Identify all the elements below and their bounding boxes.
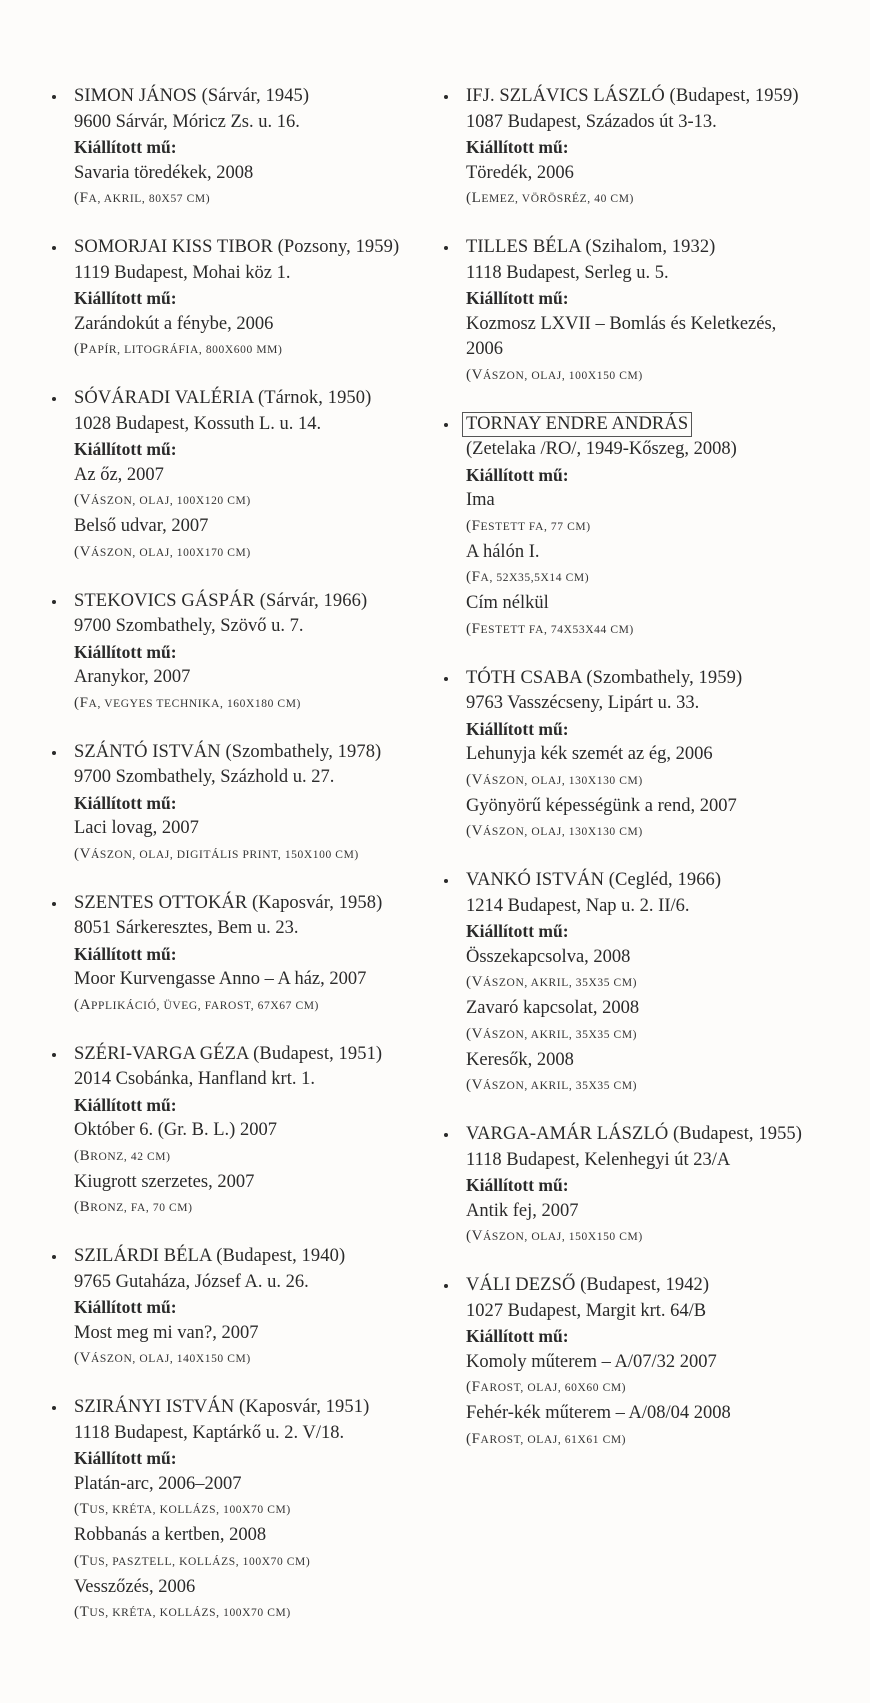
work-title: Cím nélkül — [466, 593, 549, 613]
exhibited-label: Kiállított mű: — [466, 1326, 569, 1346]
exhibited-label: Kiállított mű: — [466, 718, 569, 739]
bullet-icon — [52, 95, 56, 99]
bullet-icon — [52, 1255, 56, 1259]
exhibited-label: Kiállított mű: — [74, 288, 177, 308]
artist-name: VANKÓ ISTVÁN (Cegléd, 1966) — [466, 870, 722, 890]
artist-name: TÓTH CSABA (Szombathely, 1959) — [466, 667, 743, 688]
work-title-cont: 2006 — [466, 339, 503, 359]
exhibited-label: Kiállított mű: — [74, 1448, 177, 1468]
artist-name: SZÉRI-VARGA GÉZA (Budapest, 1951) — [74, 1043, 383, 1064]
exhibited-label: Kiállított mű: — [74, 137, 177, 157]
artist-address: 9763 Vasszécseny, Lipárt u. 33. — [466, 693, 700, 713]
work-title: Lehunyja kék szemét az ég, 2006 — [466, 744, 713, 764]
work-title: Moor Kurvengasse Anno – A ház, 2007 — [74, 969, 367, 989]
artist-name: VÁLI DEZSŐ (Budapest, 1942) — [466, 1275, 710, 1295]
work-detail: (VÁSZON, OLAJ, 130X130 CM) — [466, 771, 643, 788]
artist-entry — [52, 235, 432, 363]
artist-name — [466, 412, 854, 438]
work-detail: (FAROST, OLAJ, 61X61 CM) — [466, 1430, 627, 1447]
work-detail: (FA, 52X35,5X14 CM) — [466, 569, 590, 585]
work-title: Az őz, 2007 — [74, 464, 164, 485]
exhibited-label: Kiállított mű: — [466, 464, 569, 485]
work-title: Zavaró kapcsolat, 2008 — [466, 998, 640, 1018]
bullet-icon — [52, 1406, 56, 1410]
work-title: Belső udvar, 2007 — [74, 516, 209, 536]
bullet-icon — [444, 1133, 448, 1137]
bullet-icon — [52, 751, 56, 755]
exhibited-label: Kiállított mű: — [74, 1094, 177, 1115]
artist-name: VARGA-AMÁR LÁSZLÓ (Budapest, 1955) — [466, 1124, 803, 1144]
bullet-icon — [444, 95, 448, 99]
work-title: A hálón I. — [466, 541, 540, 562]
work-title: Töredék, 2006 — [466, 162, 574, 183]
artist-entry — [52, 740, 432, 868]
artist-entry — [444, 1273, 854, 1453]
work-title: Antik fej, 2007 — [466, 1200, 579, 1221]
artist-name: TILLES BÉLA (Szihalom, 1932) — [466, 237, 716, 257]
work-detail: (BRONZ, 42 CM) — [74, 1147, 171, 1164]
bullet-icon — [52, 1053, 56, 1057]
work-detail: (VÁSZON, OLAJ, 100X120 CM) — [74, 492, 251, 508]
bullet-icon — [52, 246, 56, 250]
artist-entry — [52, 1395, 432, 1626]
artist-address: 1118 Budapest, Kaptárkő u. 2. V/18. — [74, 1422, 345, 1443]
artist-entry — [444, 412, 854, 643]
artist-entry — [52, 84, 432, 212]
artist-entry — [52, 1244, 432, 1372]
artist-name-boxed: TORNAY ENDRE ANDRÁS — [462, 412, 692, 437]
artist-address: 9700 Szombathely, Szövő u. 7. — [74, 616, 304, 636]
work-detail: (VÁSZON, OLAJ, DIGITÁLIS PRINT, 150X100 CM) — [74, 845, 359, 862]
work-detail: (VÁSZON, OLAJ, 140X150 CM) — [74, 1350, 251, 1366]
exhibited-label: Kiállított mű: — [74, 943, 177, 964]
work-detail: (FESTETT FA, 77 CM) — [466, 517, 591, 534]
work-detail: (TUS, KRÉTA, KOLLÁZS, 100X70 CM) — [74, 1501, 291, 1517]
work-detail: (BRONZ, FA, 70 CM) — [74, 1199, 193, 1215]
exhibited-label: Kiállított mű: — [74, 1297, 177, 1317]
exhibited-label: Kiállított mű: — [466, 288, 569, 308]
work-title: Most meg mi van?, 2007 — [74, 1322, 259, 1343]
left-column — [52, 84, 432, 1649]
work-title: Kiugrott szerzetes, 2007 — [74, 1171, 255, 1192]
artist-entry — [52, 891, 432, 1019]
exhibited-label: Kiállított mű: — [74, 792, 177, 813]
artist-address: 1028 Budapest, Kossuth L. u. 14. — [74, 413, 322, 434]
work-detail: (VÁSZON, OLAJ, 130X130 CM) — [466, 823, 643, 839]
artist-name: SZILÁRDI BÉLA (Budapest, 1940) — [74, 1246, 346, 1266]
exhibited-label: Kiállított mű: — [466, 137, 569, 157]
work-detail: (PAPÍR, LITOGRÁFIA, 800X600 MM) — [74, 341, 283, 357]
work-title: Kozmosz LXVII – Bomlás és Keletkezés, — [466, 313, 777, 334]
artist-address: 9600 Sárvár, Móricz Zs. u. 16. — [74, 111, 300, 132]
work-title: Platán-arc, 2006–2007 — [74, 1473, 242, 1494]
artist-address: 8051 Sárkeresztes, Bem u. 23. — [74, 918, 299, 938]
work-detail: (VÁSZON, OLAJ, 100X170 CM) — [74, 543, 251, 560]
work-title: Gyönyörű képességünk a rend, 2007 — [466, 795, 737, 816]
artist-name: SIMON JÁNOS (Sárvár, 1945) — [74, 86, 310, 106]
artist-name: STEKOVICS GÁSPÁR (Sárvár, 1966) — [74, 590, 368, 611]
artist-entry — [444, 84, 854, 212]
artist-address: 1119 Budapest, Mohai köz 1. — [74, 262, 291, 283]
work-title: Vesszőzés, 2006 — [74, 1576, 196, 1597]
artist-address: 9765 Gutaháza, József A. u. 26. — [74, 1271, 309, 1292]
bullet-icon — [52, 600, 56, 604]
artist-entry — [444, 1122, 854, 1250]
artist-name: SZENTES OTTOKÁR (Kaposvár, 1958) — [74, 892, 383, 913]
artist-name: SÓVÁRADI VALÉRIA (Tárnok, 1950) — [74, 388, 372, 408]
exhibited-label: Kiállított mű: — [74, 641, 177, 662]
work-title: Zarándokút a fénybe, 2006 — [74, 313, 274, 334]
bullet-icon — [444, 246, 448, 250]
exhibited-label: Kiállított mű: — [466, 1175, 569, 1195]
exhibited-label: Kiállított mű: — [74, 439, 177, 459]
artist-name: SZÁNTÓ ISTVÁN (Szombathely, 1978) — [74, 741, 382, 762]
work-detail: (FESTETT FA, 74X53X44 CM) — [466, 620, 634, 637]
work-detail: (TUS, KRÉTA, KOLLÁZS, 100X70 CM) — [74, 1604, 291, 1620]
bullet-icon — [52, 902, 56, 906]
artist-address: 1118 Budapest, Serleg u. 5. — [466, 262, 669, 283]
artist-address: 1214 Budapest, Nap u. 2. II/6. — [466, 895, 690, 916]
work-detail: (VÁSZON, AKRIL, 35X35 CM) — [466, 1025, 638, 1042]
work-detail: (LEMEZ, VÖRÖSRÉZ, 40 CM) — [466, 190, 634, 206]
artist-entry — [444, 666, 854, 846]
artist-address: 9700 Szombathely, Százhold u. 27. — [74, 767, 335, 787]
work-detail: (TUS, PASZTELL, KOLLÁZS, 100X70 CM) — [74, 1552, 311, 1569]
work-title: Komoly műterem – A/07/32 2007 — [466, 1351, 717, 1372]
artist-entry — [52, 589, 432, 717]
artist-entry — [444, 868, 854, 1099]
work-title: Ima — [466, 490, 495, 510]
artist-name: SOMORJAI KISS TIBOR (Pozsony, 1959) — [74, 237, 400, 257]
artist-entry — [52, 1042, 432, 1222]
work-title: Laci lovag, 2007 — [74, 818, 199, 838]
bullet-icon — [444, 677, 448, 681]
work-detail: (VÁSZON, OLAJ, 100X150 CM) — [466, 366, 643, 383]
exhibited-label: Kiállított mű: — [466, 921, 569, 941]
work-title: Aranykor, 2007 — [74, 667, 191, 687]
artist-name: SZIRÁNYI ISTVÁN (Kaposvár, 1951) — [74, 1397, 370, 1417]
artist-entry — [52, 386, 432, 566]
bullet-icon — [52, 397, 56, 401]
artist-address: 2014 Csobánka, Hanfland krt. 1. — [74, 1069, 315, 1089]
artist-name: IFJ. SZLÁVICS LÁSZLÓ (Budapest, 1959) — [466, 86, 799, 106]
work-title: Savaria töredékek, 2008 — [74, 162, 254, 183]
work-detail: (FA, AKRIL, 80X57 CM) — [74, 190, 211, 206]
artist-address: 1118 Budapest, Kelenhegyi út 23/A — [466, 1149, 731, 1170]
work-detail: (FA, VEGYES TECHNIKA, 160X180 CM) — [74, 694, 301, 711]
artist-address: 1087 Budapest, Százados út 3-13. — [466, 111, 717, 132]
work-title: Keresők, 2008 — [466, 1049, 574, 1070]
artist-address: 1027 Budapest, Margit krt. 64/B — [466, 1300, 707, 1321]
bullet-icon — [444, 879, 448, 883]
work-detail: (APPLIKÁCIÓ, ÜVEG, FAROST, 67X67 CM) — [74, 996, 319, 1013]
work-title: Október 6. (Gr. B. L.) 2007 — [74, 1120, 277, 1140]
artist-address: (Zetelaka /RO/, 1949-Kőszeg, 2008) — [466, 439, 737, 459]
bullet-icon — [444, 1284, 448, 1288]
work-title: Robbanás a kertben, 2008 — [74, 1525, 267, 1545]
artist-entry — [444, 235, 854, 389]
work-title: Fehér-kék műterem – A/08/04 2008 — [466, 1403, 731, 1423]
bullet-icon — [444, 423, 448, 427]
work-title: Összekapcsolva, 2008 — [466, 946, 631, 967]
work-detail: (VÁSZON, AKRIL, 35X35 CM) — [466, 974, 638, 990]
work-detail: (FAROST, OLAJ, 60X60 CM) — [466, 1379, 627, 1395]
work-detail: (VÁSZON, AKRIL, 35X35 CM) — [466, 1077, 638, 1093]
work-detail: (VÁSZON, OLAJ, 150X150 CM) — [466, 1228, 643, 1244]
right-column — [444, 84, 854, 1476]
